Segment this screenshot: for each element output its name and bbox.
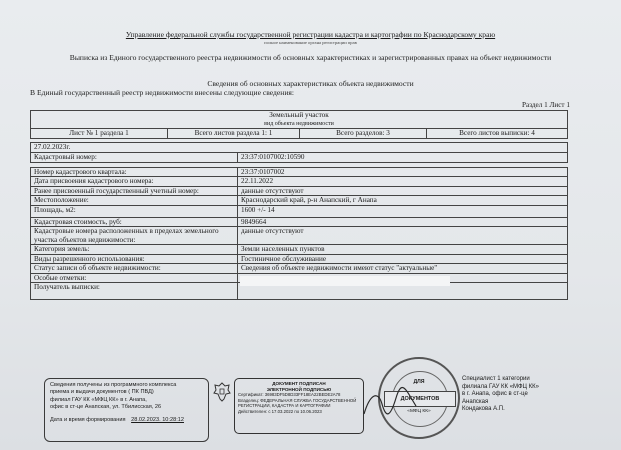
stamp-top-text: ДЛЯ [413,379,425,385]
egrn-note: В Единый государственный реестр недвижимости внесены следующие сведения: [30,88,294,97]
spec-line: Специалист 1 категории [462,376,530,382]
row-value: Земли населенных пунктов [238,245,568,255]
mfc-line: филиал ГАУ КК «МФЦ КК» в г. Анапа, [50,396,147,403]
row-label: Ранее присвоенный государственный учетный номер: [31,186,238,196]
row-label: Местоположение: [31,196,238,206]
table-row [31,205,568,217]
row-value: 23:37:0107002 [238,167,568,177]
total-sheets-extract: Всего листов выписки: 4 [427,129,568,139]
spec-line: Кондакова А.П. [462,406,505,413]
formed-value: 28.02.2023. 10:28:12 [131,416,184,423]
formed-datetime [50,417,203,424]
row-value: данные отсутствуют [238,227,568,245]
total-sections: Всего разделов: 3 [300,129,427,139]
row-label: Статус записи об объекте недвижимости: [31,264,238,274]
row-value: данные отсутствуют [238,186,568,196]
row-label: Получатель выписки: [31,283,238,300]
spec-line: Анапская [462,398,489,405]
row-label: Номер кадастрового квартала: [31,167,238,177]
organization-subtitle: полное наименование органа регистрации прав [264,40,357,45]
object-type-table [30,110,568,129]
row-value: 9849664 [238,217,568,227]
object-type: Земельный участок [31,111,568,120]
section-sheet: Раздел 1 Лист 1 [522,101,570,109]
redacted-recipient [240,276,450,286]
row-value: Гостиничное обслуживание [238,254,568,264]
esig-line: ЭЛЕКТРОННОЙ ПОДПИСЬЮ [266,386,332,392]
extract-title: Выписка из Единого государственного реестра недвижимости об основных характеристиках и зарегистрированных правах на объект недвижимости [69,53,552,62]
mfc-info-box [44,378,209,442]
row-label: Площадь, м2: [31,205,238,217]
row-label: Виды разрешенного использования: [31,254,238,264]
row-value: Сведения об объекте недвижимости имеют статус "актуальные" [238,264,568,274]
mfc-line: приема и выдачи документов ( ПК ПВД) [50,389,154,396]
signature-mark [360,384,420,424]
row-value: 22.11.2022 [238,177,568,187]
formed-label: Дата и время формирования [50,416,126,423]
stamp-band-text: ДОКУМЕНТОВ [384,391,456,407]
esig-line: Владелец: ФЕДЕРАЛЬНАЯ СЛУЖБА ГОСУДАРСТВЕННОЙ [238,397,357,403]
sheet-no: Лист № 1 раздела 1 [31,129,168,139]
table-row [31,264,568,274]
table-row [31,153,568,163]
coat-of-arms-icon [212,381,232,403]
esig-line: Действителен: с 17.03.2022 по 10.06.2023 [238,408,322,414]
info-title: Сведения об основных характеристиках объекта недвижимости [207,79,414,88]
row-label: Кадастровый номер: [31,153,238,163]
table-row [31,167,568,177]
table-row [31,177,568,187]
esignature-box [234,378,364,434]
esig-line: ДОКУМЕНТ ПОДПИСАН [272,381,326,386]
table-row [31,217,568,227]
table-row [31,227,568,245]
specialist-block [462,376,539,414]
extract-date: 27.02.2023г. [31,143,568,153]
row-value: 23:37:0107002:10590 [238,153,568,163]
table-row [31,196,568,206]
organization-title: Управление федеральной службы государственной регистрации кадастра и картографии по Краснодарскому краю [125,30,496,39]
date-table [30,142,568,153]
esig-line: Сертификат: 36983DF5D8D33FF18EA22BEDE2A78 [238,392,341,398]
total-sheets-section: Всего листов раздела 1: 1 [168,129,300,139]
row-label: Кадастровые номера расположенных в пределах земельного участка объектов недвижимости: [31,227,238,245]
esig-line: РЕГИСТРАЦИИ, КАДАСТРА И КАРТОГРАФИИ [238,403,331,409]
row-label: Кадастровая стоимость, руб: [31,217,238,227]
row-value: Краснодарский край, р-н Анапский, г Анапа [238,196,568,206]
mfc-line: офис в ст-це Анапская, ул. Тбилисская, 26 [50,404,162,411]
row-label: Особые отметки: [31,273,238,283]
stamp-bottom-text: «МФЦ КК» [407,409,431,414]
mfc-line: Сведения получены из программного комплекса [50,382,177,388]
row-value: 1600 +/- 14 [238,205,568,217]
table-row [31,245,568,255]
table-row [31,186,568,196]
spec-line: филиала ГАУ КК «МФЦ КК» [462,383,539,390]
sheet-info-table [30,128,568,139]
table-row [31,254,568,264]
object-type-sub: вид объекта недвижимости [31,120,568,129]
spec-line: в г. Анапа, офис в ст-це [462,391,528,398]
row-label: Дата присвоения кадастрового номера: [31,177,238,187]
row-label: Категория земель: [31,245,238,255]
